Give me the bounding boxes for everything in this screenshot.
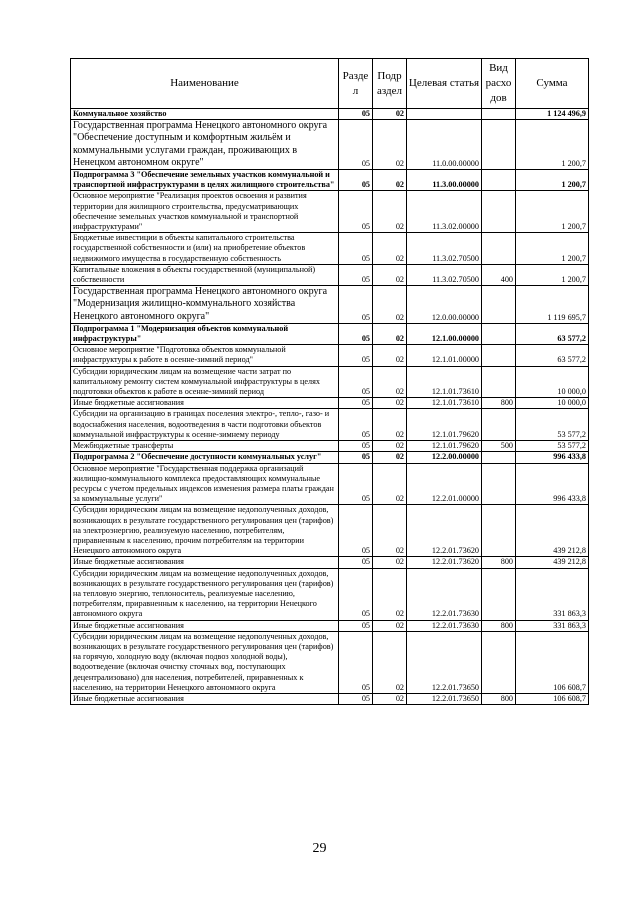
row-sum: 53 577,2 — [516, 409, 589, 441]
table-row — [71, 170, 589, 191]
header-subsection: Подр аздел — [373, 59, 407, 109]
row-type: 500 — [482, 441, 516, 452]
row-type: 800 — [482, 620, 516, 631]
row-name: Бюджетные инвестиции в объекты капитального строительства государственной собственности и (или) на приобретение объектов недвижимого имущества в государственную собственность — [71, 233, 339, 265]
row-name: Межбюджетные трансферты — [71, 441, 339, 452]
row-section: 05 — [339, 366, 373, 398]
row-target: 12.2.01.73630 — [407, 620, 482, 631]
row-section: 05 — [339, 109, 373, 120]
row-sum: 439 212,8 — [516, 557, 589, 568]
header-target: Целевая статья — [407, 59, 482, 109]
table-row — [71, 366, 589, 398]
row-type — [482, 120, 516, 170]
row-section: 05 — [339, 323, 373, 344]
row-target: 12.2.01.73650 — [407, 631, 482, 693]
row-section: 05 — [339, 441, 373, 452]
row-target: 11.3.02.70500 — [407, 264, 482, 285]
row-target: 11.3.00.00000 — [407, 170, 482, 191]
row-name: Основное мероприятие "Подготовка объектов коммунальной инфраструктуры к работе в осенне-зимний период" — [71, 345, 339, 366]
row-sum: 331 863,3 — [516, 568, 589, 620]
table-row — [71, 191, 589, 233]
row-sum: 996 433,8 — [516, 452, 589, 463]
row-type — [482, 505, 516, 557]
row-sum: 106 608,7 — [516, 631, 589, 693]
row-section: 05 — [339, 631, 373, 693]
row-target: 12.2.01.73650 — [407, 693, 482, 704]
row-subsection: 02 — [373, 170, 407, 191]
row-section: 05 — [339, 120, 373, 170]
row-sum: 63 577,2 — [516, 345, 589, 366]
row-subsection: 02 — [373, 191, 407, 233]
table-row — [71, 109, 589, 120]
table-row — [71, 693, 589, 704]
row-name: Коммунальное хозяйство — [71, 109, 339, 120]
row-section: 05 — [339, 264, 373, 285]
row-section: 05 — [339, 191, 373, 233]
row-type — [482, 233, 516, 265]
table-row — [71, 557, 589, 568]
row-target: 12.1.01.73610 — [407, 398, 482, 409]
row-name: Иные бюджетные ассигнования — [71, 693, 339, 704]
row-name: Государственная программа Ненецкого автономного округа "Модернизация жилищно-коммунального хозяйства Ненецкого автономного округа" — [71, 286, 339, 324]
row-sum: 1 200,7 — [516, 233, 589, 265]
row-subsection: 02 — [373, 693, 407, 704]
row-type — [482, 323, 516, 344]
row-section: 05 — [339, 345, 373, 366]
row-section: 05 — [339, 452, 373, 463]
row-sum: 331 863,3 — [516, 620, 589, 631]
row-name: Основное мероприятие "Государственная поддержка организаций жилищно-коммунального комплекса предоставляющих коммунальные ресурсы с учетом предельных индексов изменения размера платы граждан за коммунальные услуги" — [71, 463, 339, 505]
row-sum: 996 433,8 — [516, 463, 589, 505]
row-subsection: 02 — [373, 345, 407, 366]
row-target: 11.0.00.00000 — [407, 120, 482, 170]
row-subsection: 02 — [373, 409, 407, 441]
row-type: 800 — [482, 398, 516, 409]
row-type: 800 — [482, 557, 516, 568]
row-type — [482, 568, 516, 620]
row-name: Подпрограмма 2 "Обеспечение доступности коммунальных услуг" — [71, 452, 339, 463]
row-sum: 106 608,7 — [516, 693, 589, 704]
row-section: 05 — [339, 693, 373, 704]
row-name: Основное мероприятие "Реализация проектов освоения и развития территории для жилищного строительства, предусматривающих обеспечение земельных участков коммунальной и транспортной инфраструктурами" — [71, 191, 339, 233]
row-sum: 63 577,2 — [516, 323, 589, 344]
row-name: Государственная программа Ненецкого автономного округа "Обеспечение доступным и комфортным жильём и коммунальными услугами граждан, проживающих в Ненецком автономном округе" — [71, 120, 339, 170]
row-section: 05 — [339, 170, 373, 191]
row-type — [482, 191, 516, 233]
row-target: 12.2.00.00000 — [407, 452, 482, 463]
row-target: 12.1.01.79620 — [407, 441, 482, 452]
row-subsection: 02 — [373, 557, 407, 568]
table-row — [71, 463, 589, 505]
row-subsection: 02 — [373, 620, 407, 631]
table-row — [71, 441, 589, 452]
row-target: 12.2.01.73620 — [407, 557, 482, 568]
table-row — [71, 323, 589, 344]
row-name: Подпрограмма 1 "Модернизация объектов коммунальной инфраструктуры" — [71, 323, 339, 344]
row-sum: 1 124 496,9 — [516, 109, 589, 120]
row-type — [482, 409, 516, 441]
row-sum: 10 000,0 — [516, 366, 589, 398]
header-type: Вид расхо дов — [482, 59, 516, 109]
row-target: 11.3.02.00000 — [407, 191, 482, 233]
table-row — [71, 568, 589, 620]
table-row — [71, 452, 589, 463]
row-name: Иные бюджетные ассигнования — [71, 557, 339, 568]
row-target: 12.1.01.73610 — [407, 366, 482, 398]
row-section: 05 — [339, 505, 373, 557]
header-sum: Сумма — [516, 59, 589, 109]
header-name: Наименование — [71, 59, 339, 109]
row-subsection: 02 — [373, 505, 407, 557]
row-sum: 1 200,7 — [516, 170, 589, 191]
row-subsection: 02 — [373, 323, 407, 344]
row-target: 12.1.01.79620 — [407, 409, 482, 441]
row-subsection: 02 — [373, 463, 407, 505]
row-name: Субсидии юридическим лицам на возмещение части затрат по капитальному ремонту систем коммунальной инфраструктуры в целях подготовки объектов к работе в осенне-зимний период — [71, 366, 339, 398]
row-type: 400 — [482, 264, 516, 285]
row-subsection: 02 — [373, 452, 407, 463]
row-target: 12.1.01.00000 — [407, 345, 482, 366]
row-subsection: 02 — [373, 109, 407, 120]
row-subsection: 02 — [373, 568, 407, 620]
row-section: 05 — [339, 568, 373, 620]
row-type — [482, 286, 516, 324]
row-name: Капитальные вложения в объекты государственной (муниципальной) собственности — [71, 264, 339, 285]
table-row — [71, 286, 589, 324]
row-section: 05 — [339, 620, 373, 631]
row-sum: 1 200,7 — [516, 191, 589, 233]
table-row — [71, 120, 589, 170]
row-section: 05 — [339, 286, 373, 324]
row-sum: 53 577,2 — [516, 441, 589, 452]
row-name: Иные бюджетные ассигнования — [71, 398, 339, 409]
table-row — [71, 233, 589, 265]
row-target — [407, 109, 482, 120]
row-sum: 1 119 695,7 — [516, 286, 589, 324]
row-type — [482, 631, 516, 693]
row-subsection: 02 — [373, 120, 407, 170]
row-subsection: 02 — [373, 366, 407, 398]
row-name: Подпрограмма 3 "Обеспечение земельных участков коммунальной и транспортной инфраструктурами в целях жилищного строительства" — [71, 170, 339, 191]
row-type — [482, 170, 516, 191]
row-target: 12.1.00.00000 — [407, 323, 482, 344]
row-name: Субсидии юридическим лицам на возмещение недополученных доходов, возникающих в результате государственного регулирования цен (тарифов) на электроэнергию, реализуемую населению, потребителям, приравненным к населению, прочим потребителям на территории Ненецкого автономного округа — [71, 505, 339, 557]
row-type — [482, 345, 516, 366]
row-target: 12.2.01.73630 — [407, 568, 482, 620]
row-subsection: 02 — [373, 286, 407, 324]
row-sum: 1 200,7 — [516, 120, 589, 170]
row-target: 11.3.02.70500 — [407, 233, 482, 265]
table-row — [71, 631, 589, 693]
row-target: 12.2.01.73620 — [407, 505, 482, 557]
page-number: 29 — [312, 841, 327, 856]
table-header — [71, 59, 589, 109]
row-type — [482, 463, 516, 505]
row-name: Субсидии юридическим лицам на возмещение недополученных доходов, возникающих в результате государственного регулирования цен (тарифов) на тепловую энергию, теплоноситель, реализуемые населению, потребителям, приравненным к населению, на территории Ненецкого автономного округа — [71, 568, 339, 620]
row-section: 05 — [339, 463, 373, 505]
row-sum: 439 212,8 — [516, 505, 589, 557]
row-name: Иные бюджетные ассигнования — [71, 620, 339, 631]
row-section: 05 — [339, 409, 373, 441]
row-subsection: 02 — [373, 398, 407, 409]
row-subsection: 02 — [373, 233, 407, 265]
table-row — [71, 409, 589, 441]
row-type: 800 — [482, 693, 516, 704]
row-name: Субсидии на организацию в границах поселения электро-, тепло-, газо- и водоснабжения населения, водоотведения в части подготовки объектов коммунальной инфраструктуры к осенне-зимнему периоду — [71, 409, 339, 441]
table-body — [71, 109, 589, 705]
row-subsection: 02 — [373, 631, 407, 693]
table-row — [71, 620, 589, 631]
row-target: 12.0.00.00000 — [407, 286, 482, 324]
row-name: Субсидии юридическим лицам на возмещение недополученных доходов, возникающих в результате государственного регулирования цен (тарифов) на горячую, холодную воду (включая подвоз холодной воды), водоотведение (включая очистку сточных вод, поступающих децентрализовано) для населения, потребителей, приравненных к населению, на территории Ненецкого автономного округа — [71, 631, 339, 693]
row-subsection: 02 — [373, 441, 407, 452]
row-type — [482, 452, 516, 463]
row-sum: 1 200,7 — [516, 264, 589, 285]
budget-table — [70, 58, 589, 705]
row-section: 05 — [339, 233, 373, 265]
row-type — [482, 109, 516, 120]
header-section: Разде л — [339, 59, 373, 109]
row-target: 12.2.01.00000 — [407, 463, 482, 505]
table-row — [71, 398, 589, 409]
table-row — [71, 505, 589, 557]
table-row — [71, 345, 589, 366]
row-subsection: 02 — [373, 264, 407, 285]
table-row — [71, 264, 589, 285]
row-type — [482, 366, 516, 398]
row-section: 05 — [339, 557, 373, 568]
row-sum: 10 000,0 — [516, 398, 589, 409]
row-section: 05 — [339, 398, 373, 409]
